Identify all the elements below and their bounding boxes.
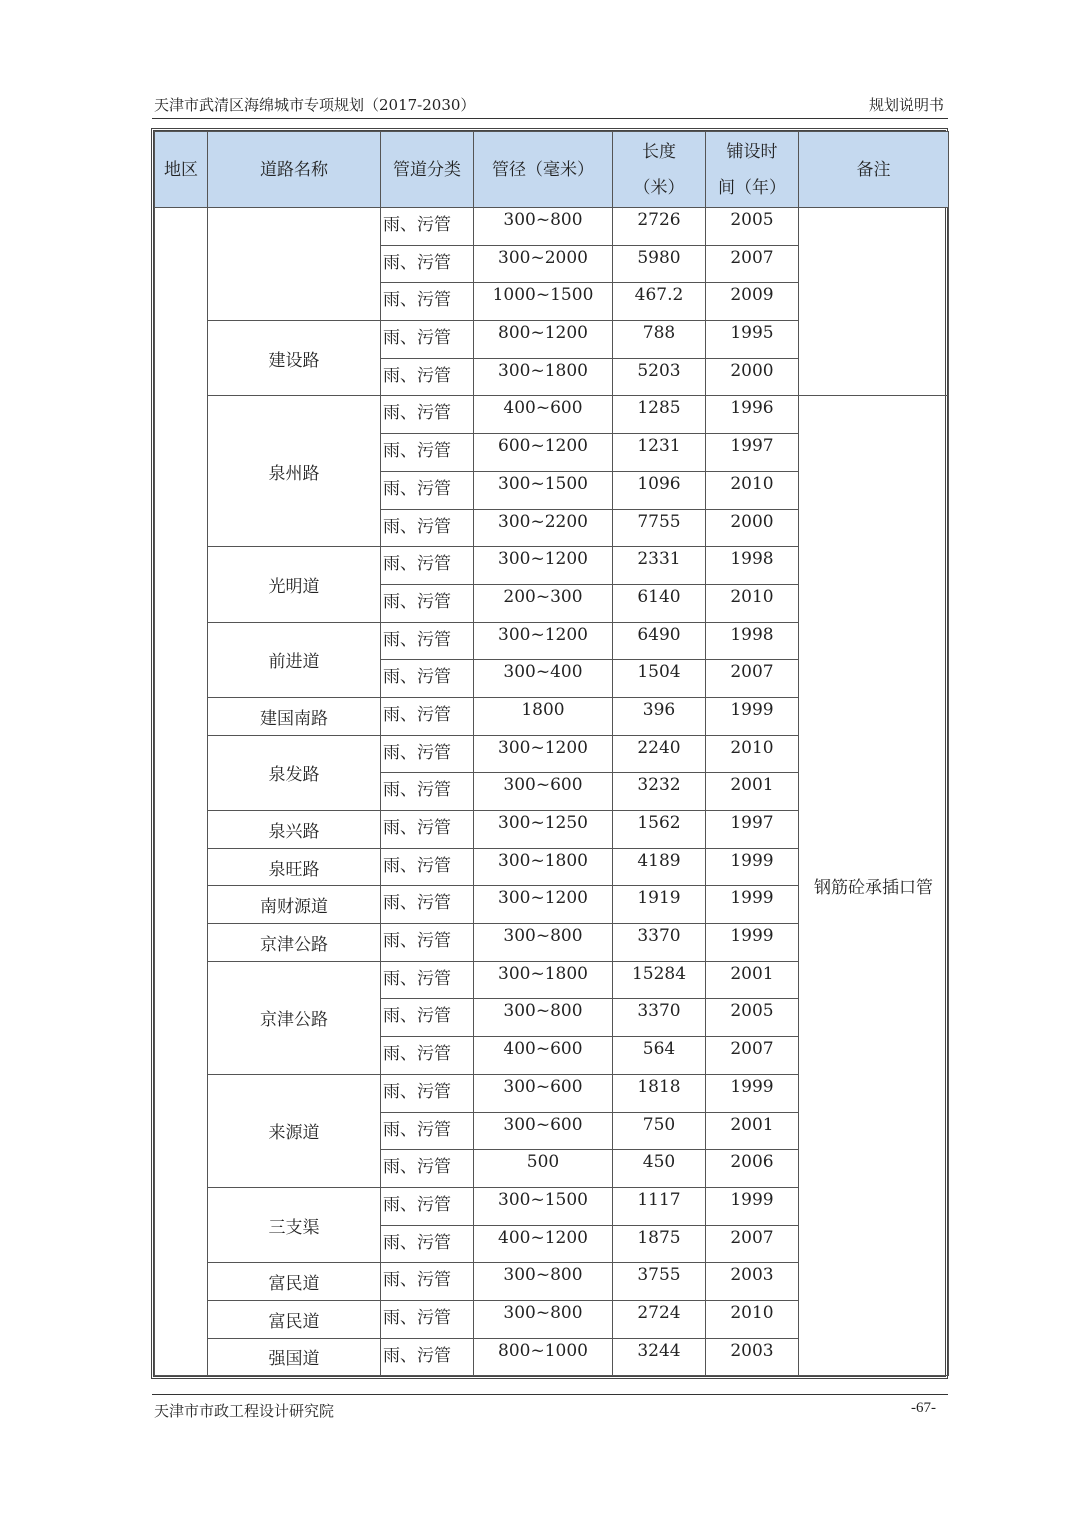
diameter-cell: 1800 [474,697,613,735]
year-cell: 1999 [706,1187,799,1225]
category-cell: 雨、污管 [381,622,474,660]
year-cell: 2007 [706,1225,799,1263]
length-cell: 15284 [613,961,706,999]
pipe-table [154,131,949,1376]
year-cell: 2005 [706,999,799,1037]
year-cell: 1998 [706,622,799,660]
remark-cell-empty [799,208,949,396]
section-label: 规划说明书 [868,96,944,114]
diameter-cell: 300~1200 [474,886,613,924]
diameter-cell: 300~1800 [474,358,613,396]
length-cell: 396 [613,697,706,735]
year-cell: 2001 [706,1112,799,1150]
year-cell: 2003 [706,1263,799,1301]
diameter-cell: 600~1200 [474,434,613,472]
col-header-length-line1: 长度 [642,141,676,162]
page-header [152,92,948,119]
length-cell: 5203 [613,358,706,396]
table-row [155,208,949,246]
category-cell: 雨、污管 [381,471,474,509]
length-cell: 1504 [613,660,706,698]
diameter-cell: 1000~1500 [474,283,613,321]
category-cell: 雨、污管 [381,1112,474,1150]
diameter-cell: 300~1800 [474,848,613,886]
year-cell: 2009 [706,283,799,321]
length-cell: 1919 [613,886,706,924]
diameter-cell: 300~2000 [474,245,613,283]
diameter-cell: 800~1200 [474,321,613,359]
year-cell: 2010 [706,584,799,622]
length-cell: 3370 [613,924,706,962]
diameter-cell: 300~800 [474,999,613,1037]
category-cell: 雨、污管 [381,245,474,283]
year-cell: 2006 [706,1150,799,1188]
table-body [155,208,949,1376]
road-name-cell: 三支渠 [208,1187,381,1262]
road-name-cell: 建国南路 [208,697,381,735]
year-cell: 2001 [706,961,799,999]
length-cell: 1096 [613,471,706,509]
category-cell: 雨、污管 [381,848,474,886]
diameter-cell: 300~1200 [474,735,613,773]
year-cell: 2010 [706,471,799,509]
diameter-cell: 300~2200 [474,509,613,547]
length-cell: 1875 [613,1225,706,1263]
road-name-cell: 泉旺路 [208,848,381,886]
road-name-cell: 强国道 [208,1338,381,1376]
diameter-cell: 300~400 [474,660,613,698]
year-cell: 2007 [706,1037,799,1075]
col-header-year [706,132,799,208]
category-cell: 雨、污管 [381,434,474,472]
category-cell: 雨、污管 [381,1037,474,1075]
diameter-cell: 300~1500 [474,471,613,509]
diameter-cell: 800~1000 [474,1338,613,1376]
year-cell: 2000 [706,509,799,547]
category-cell: 雨、污管 [381,509,474,547]
year-cell: 1999 [706,886,799,924]
length-cell: 564 [613,1037,706,1075]
year-cell: 2007 [706,660,799,698]
category-cell: 雨、污管 [381,1263,474,1301]
category-cell: 雨、污管 [381,924,474,962]
road-name-cell: 富民道 [208,1300,381,1338]
col-header-length-line2: （米） [633,177,685,198]
length-cell: 3370 [613,999,706,1037]
length-cell: 5980 [613,245,706,283]
year-cell: 2010 [706,735,799,773]
length-cell: 1562 [613,811,706,849]
road-name-cell [208,208,381,321]
col-header-diameter: 管径（毫米） [474,132,613,208]
category-cell: 雨、污管 [381,660,474,698]
diameter-cell: 400~1200 [474,1225,613,1263]
road-name-cell: 京津公路 [208,961,381,1074]
length-cell: 750 [613,1112,706,1150]
length-cell: 2240 [613,735,706,773]
year-cell: 1999 [706,848,799,886]
category-cell: 雨、污管 [381,396,474,434]
pipe-table-container [151,128,948,1379]
year-cell: 2003 [706,1338,799,1376]
category-cell: 雨、污管 [381,1074,474,1112]
length-cell: 2726 [613,208,706,246]
diameter-cell: 300~600 [474,1074,613,1112]
year-cell: 1998 [706,547,799,585]
col-header-category: 管道分类 [381,132,474,208]
year-cell: 1999 [706,1074,799,1112]
diameter-cell: 300~1500 [474,1187,613,1225]
year-cell: 2005 [706,208,799,246]
category-cell: 雨、污管 [381,886,474,924]
length-cell: 1285 [613,396,706,434]
diameter-cell: 400~600 [474,1037,613,1075]
length-cell: 2331 [613,547,706,585]
col-header-road: 道路名称 [208,132,381,208]
road-name-cell: 南财源道 [208,886,381,924]
col-header-year-line2: 间（年） [718,177,786,198]
category-cell: 雨、污管 [381,1225,474,1263]
diameter-cell: 300~1200 [474,547,613,585]
category-cell: 雨、污管 [381,1150,474,1188]
year-cell: 1997 [706,811,799,849]
length-cell: 4189 [613,848,706,886]
category-cell: 雨、污管 [381,208,474,246]
col-header-length [613,132,706,208]
year-cell: 2010 [706,1300,799,1338]
category-cell: 雨、污管 [381,547,474,585]
diameter-cell: 300~800 [474,208,613,246]
category-cell: 雨、污管 [381,961,474,999]
road-name-cell: 京津公路 [208,924,381,962]
diameter-cell: 300~800 [474,1300,613,1338]
year-cell: 2001 [706,773,799,811]
length-cell: 3755 [613,1263,706,1301]
year-cell: 1995 [706,321,799,359]
length-cell: 1231 [613,434,706,472]
length-cell: 6140 [613,584,706,622]
road-name-cell: 来源道 [208,1074,381,1187]
col-header-remark: 备注 [799,132,949,208]
year-cell: 2007 [706,245,799,283]
diameter-cell: 200~300 [474,584,613,622]
road-name-cell: 富民道 [208,1263,381,1301]
diameter-cell: 300~1250 [474,811,613,849]
category-cell: 雨、污管 [381,773,474,811]
table-row [155,396,949,434]
col-header-year-line1: 铺设时 [726,141,778,162]
category-cell: 雨、污管 [381,1338,474,1376]
length-cell: 788 [613,321,706,359]
category-cell: 雨、污管 [381,584,474,622]
table-header-row [155,132,949,208]
year-cell: 1999 [706,697,799,735]
year-cell: 2000 [706,358,799,396]
road-name-cell: 泉兴路 [208,811,381,849]
category-cell: 雨、污管 [381,283,474,321]
year-cell: 1996 [706,396,799,434]
category-cell: 雨、污管 [381,811,474,849]
length-cell: 1818 [613,1074,706,1112]
length-cell: 1117 [613,1187,706,1225]
diameter-cell: 300~600 [474,1112,613,1150]
road-name-cell: 建设路 [208,321,381,396]
category-cell: 雨、污管 [381,358,474,396]
page-number: -67- [911,1400,936,1416]
col-header-district: 地区 [155,132,208,208]
length-cell: 450 [613,1150,706,1188]
diameter-cell: 300~800 [474,1263,613,1301]
road-name-cell: 泉发路 [208,735,381,810]
organization-name: 天津市市政工程设计研究院 [154,1402,335,1420]
district-cell [155,208,208,1376]
road-name-cell: 光明道 [208,547,381,622]
category-cell: 雨、污管 [381,1187,474,1225]
length-cell: 467.2 [613,283,706,321]
category-cell: 雨、污管 [381,1300,474,1338]
category-cell: 雨、污管 [381,321,474,359]
road-name-cell: 前进道 [208,622,381,697]
remark-cell: 钢筋砼承插口管 [799,396,949,1376]
year-cell: 1997 [706,434,799,472]
diameter-cell: 300~1800 [474,961,613,999]
diameter-cell: 300~600 [474,773,613,811]
diameter-cell: 500 [474,1150,613,1188]
length-cell: 3244 [613,1338,706,1376]
category-cell: 雨、污管 [381,697,474,735]
diameter-cell: 300~800 [474,924,613,962]
document-title: 天津市武清区海绵城市专项规划（2017-2030） [154,96,476,114]
length-cell: 3232 [613,773,706,811]
diameter-cell: 400~600 [474,396,613,434]
year-cell: 1999 [706,924,799,962]
road-name-cell: 泉州路 [208,396,381,547]
category-cell: 雨、污管 [381,999,474,1037]
category-cell: 雨、污管 [381,735,474,773]
length-cell: 7755 [613,509,706,547]
page-footer [152,1394,948,1423]
length-cell: 2724 [613,1300,706,1338]
diameter-cell: 300~1200 [474,622,613,660]
length-cell: 6490 [613,622,706,660]
